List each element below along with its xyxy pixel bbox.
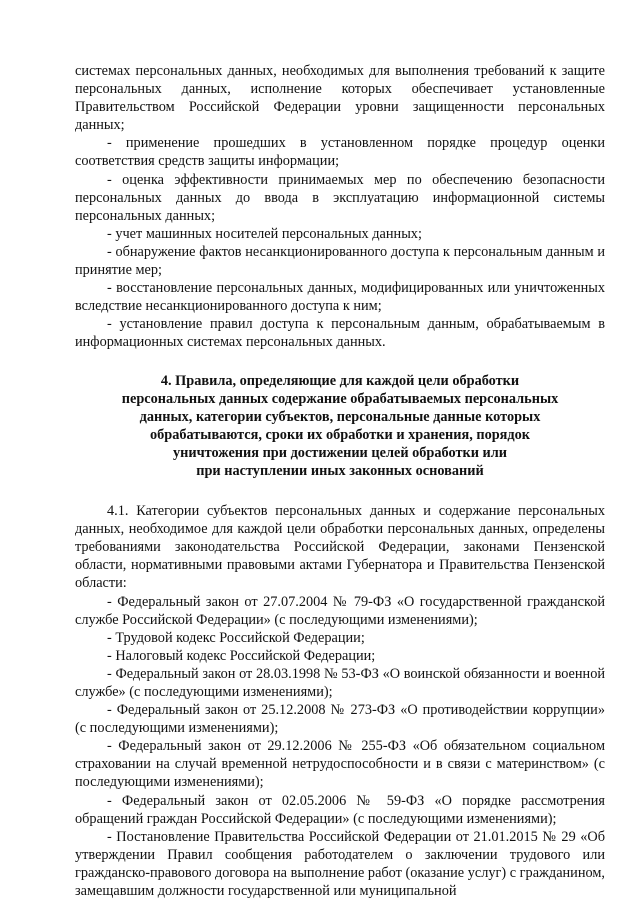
- document-page: [75, 62, 605, 900]
- heading-line: 4. Правила, определяющие для каждой цели обработки: [160, 372, 520, 389]
- paragraph-4-1: 4.1. Категории субъектов персональных данных и содержание персональных данных, необходимое для каждой цели обработки персональных данных, определены требованиями законодательства Российской Федерации, законами Пензенской области, нормативными правовыми актами Губернатора и Правительства Пензенской области:: [75, 503, 605, 592]
- heading-line: обрабатываются, сроки их обработки и хранения, порядок: [149, 426, 531, 443]
- list-item-media-accounting: - учет машинных носителей персональных данных;: [107, 225, 422, 242]
- list-item-law-255fz: - Федеральный закон от 29.12.2006 № 255-ФЗ «Об обязательном социальном страховании на случай временной нетрудоспособности и в связи с материнством» (с последующими изменениями);: [75, 738, 605, 791]
- list-item-tax-code: - Налоговый кодекс Российской Федерации;: [107, 647, 376, 664]
- heading-line: при наступлении иных законных оснований: [196, 462, 484, 479]
- heading-line: данных, категории субъектов, персональные данные которых: [139, 408, 541, 425]
- heading-line: уничтожения при достижении целей обработки или: [172, 444, 508, 461]
- list-item-law-59fz: - Федеральный закон от 02.05.2006 № 59-ФЗ «О порядке рассмотрения обращений граждан Российской Федерации» (с последующими изменениями);: [75, 792, 605, 827]
- list-item-access-rules: - установление правил доступа к персональным данным, обрабатываемым в информационных системах персональных данных.: [75, 316, 605, 351]
- list-item-labor-code: - Трудовой кодекс Российской Федерации;: [107, 629, 365, 646]
- list-item-data-restoration: - восстановление персональных данных, модифицированных или уничтоженных вследствие несанкционированного доступа к ним;: [75, 280, 605, 315]
- list-item-law-53fz: - Федеральный закон от 28.03.1998 № 53-ФЗ «О воинской обязанности и военной службе» (с последующими изменениями);: [75, 665, 605, 700]
- list-item-efficiency-assessment: - оценка эффективности принимаемых мер по обеспечению безопасности персональных данных до ввода в эксплуатацию информационной системы персональных данных;: [75, 171, 605, 224]
- heading-line: персональных данных содержание обрабатываемых персональных: [121, 390, 559, 407]
- list-item-resolution-29: - Постановление Правительства Российской Федерации от 21.01.2015 № 29 «Об утверждении Правил сообщения работодателем о заключении трудового или гражданско-правового договора на выполнение работ (оказание услуг) с гражданином, замещавшим должности государственной или муниципальной: [75, 828, 605, 900]
- list-item-conformity-assessment: - применение прошедших в установленном порядке процедур оценки соответствия средств защиты информации;: [75, 135, 605, 170]
- paragraph-continuation: системах персональных данных, необходимых для выполнения требований к защите персональных данных, исполнение которых обеспечивает установленные Правительством Российской Федерации уровни защищенности персональных данных;: [75, 63, 605, 134]
- list-item-unauthorized-access-detection: - обнаружение фактов несанкционированного доступа к персональным данным и принятие мер;: [75, 243, 605, 279]
- section-heading: [75, 372, 605, 481]
- list-item-law-273fz: - Федеральный закон от 25.12.2008 № 273-ФЗ «О противодействии коррупции» (с последующими изменениями);: [75, 702, 605, 737]
- list-item-law-79fz: - Федеральный закон от 27.07.2004 № 79-ФЗ «О государственной гражданской службе Российской Федерации» (с последующими изменениями);: [75, 593, 605, 628]
